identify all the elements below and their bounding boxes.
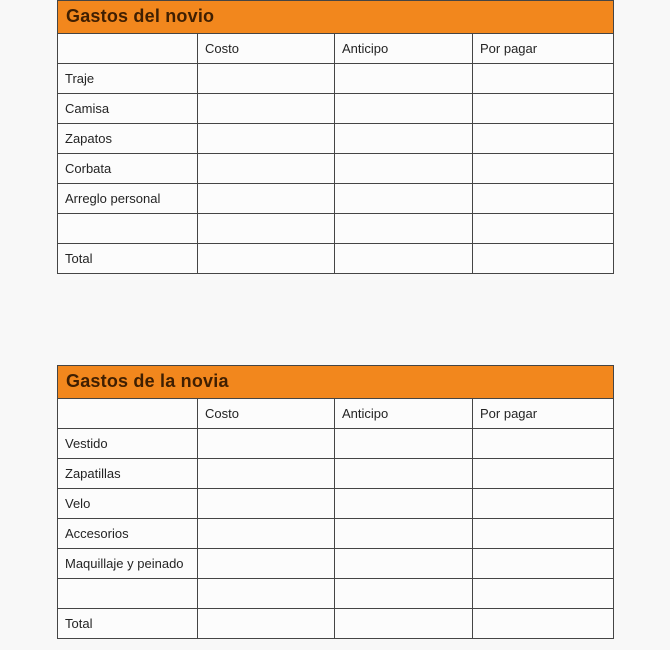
cell-anticipo (335, 549, 473, 579)
cell-anticipo (335, 184, 473, 214)
table-row (58, 94, 614, 124)
table-row-empty (58, 579, 614, 609)
table-row (58, 154, 614, 184)
cell-costo (198, 184, 335, 214)
cell-anticipo (335, 609, 473, 639)
row-label: Velo (58, 489, 198, 519)
row-label: Traje (58, 64, 198, 94)
cell-anticipo (335, 489, 473, 519)
table-row (58, 429, 614, 459)
column-header-row (58, 34, 614, 64)
cell-anticipo (335, 519, 473, 549)
cell-anticipo (335, 64, 473, 94)
cell-por-pagar (473, 519, 614, 549)
cell-por-pagar (473, 154, 614, 184)
table-row-total (58, 244, 614, 274)
cell-costo (198, 154, 335, 184)
row-label: Accesorios (58, 519, 198, 549)
table-row (58, 64, 614, 94)
bride-expenses-table (57, 365, 614, 639)
cell-por-pagar (473, 489, 614, 519)
cell-costo (198, 459, 335, 489)
cell-costo (198, 64, 335, 94)
cell-costo (198, 214, 335, 244)
column-header-por-pagar: Por pagar (473, 34, 614, 64)
cell-por-pagar (473, 459, 614, 489)
column-header-row (58, 399, 614, 429)
column-header-por-pagar: Por pagar (473, 399, 614, 429)
column-header-costo: Costo (198, 34, 335, 64)
groom-table-title: Gastos del novio (58, 1, 614, 34)
row-label: Total (58, 609, 198, 639)
table-row (58, 459, 614, 489)
table-row (58, 489, 614, 519)
cell-anticipo (335, 429, 473, 459)
row-label: Maquillaje y peinado (58, 549, 198, 579)
table-row-empty (58, 214, 614, 244)
table-title-row (58, 1, 614, 34)
row-label: Camisa (58, 94, 198, 124)
cell-por-pagar (473, 549, 614, 579)
table-row (58, 124, 614, 154)
table-row (58, 519, 614, 549)
cell-por-pagar (473, 579, 614, 609)
table-row-total (58, 609, 614, 639)
cell-anticipo (335, 154, 473, 184)
cell-por-pagar (473, 244, 614, 274)
cell-anticipo (335, 94, 473, 124)
row-label: Vestido (58, 429, 198, 459)
cell-anticipo (335, 459, 473, 489)
row-label: Arreglo personal (58, 184, 198, 214)
cell-por-pagar (473, 609, 614, 639)
cell-por-pagar (473, 94, 614, 124)
column-header-item (58, 34, 198, 64)
cell-costo (198, 429, 335, 459)
row-label: Zapatos (58, 124, 198, 154)
column-header-costo: Costo (198, 399, 335, 429)
column-header-item (58, 399, 198, 429)
row-label: Total (58, 244, 198, 274)
cell-por-pagar (473, 184, 614, 214)
row-label: Corbata (58, 154, 198, 184)
row-label (58, 579, 198, 609)
cell-anticipo (335, 214, 473, 244)
cell-costo (198, 244, 335, 274)
cell-por-pagar (473, 64, 614, 94)
cell-por-pagar (473, 214, 614, 244)
cell-costo (198, 489, 335, 519)
cell-costo (198, 519, 335, 549)
bride-table-title: Gastos de la novia (58, 366, 614, 399)
row-label: Zapatillas (58, 459, 198, 489)
cell-costo (198, 124, 335, 154)
cell-anticipo (335, 579, 473, 609)
cell-costo (198, 549, 335, 579)
table-row (58, 549, 614, 579)
cell-costo (198, 94, 335, 124)
groom-expenses-table (57, 0, 614, 274)
table-row (58, 184, 614, 214)
cell-costo (198, 579, 335, 609)
cell-por-pagar (473, 429, 614, 459)
cell-por-pagar (473, 124, 614, 154)
row-label (58, 214, 198, 244)
column-header-anticipo: Anticipo (335, 34, 473, 64)
column-header-anticipo: Anticipo (335, 399, 473, 429)
cell-costo (198, 609, 335, 639)
cell-anticipo (335, 244, 473, 274)
cell-anticipo (335, 124, 473, 154)
table-title-row (58, 366, 614, 399)
